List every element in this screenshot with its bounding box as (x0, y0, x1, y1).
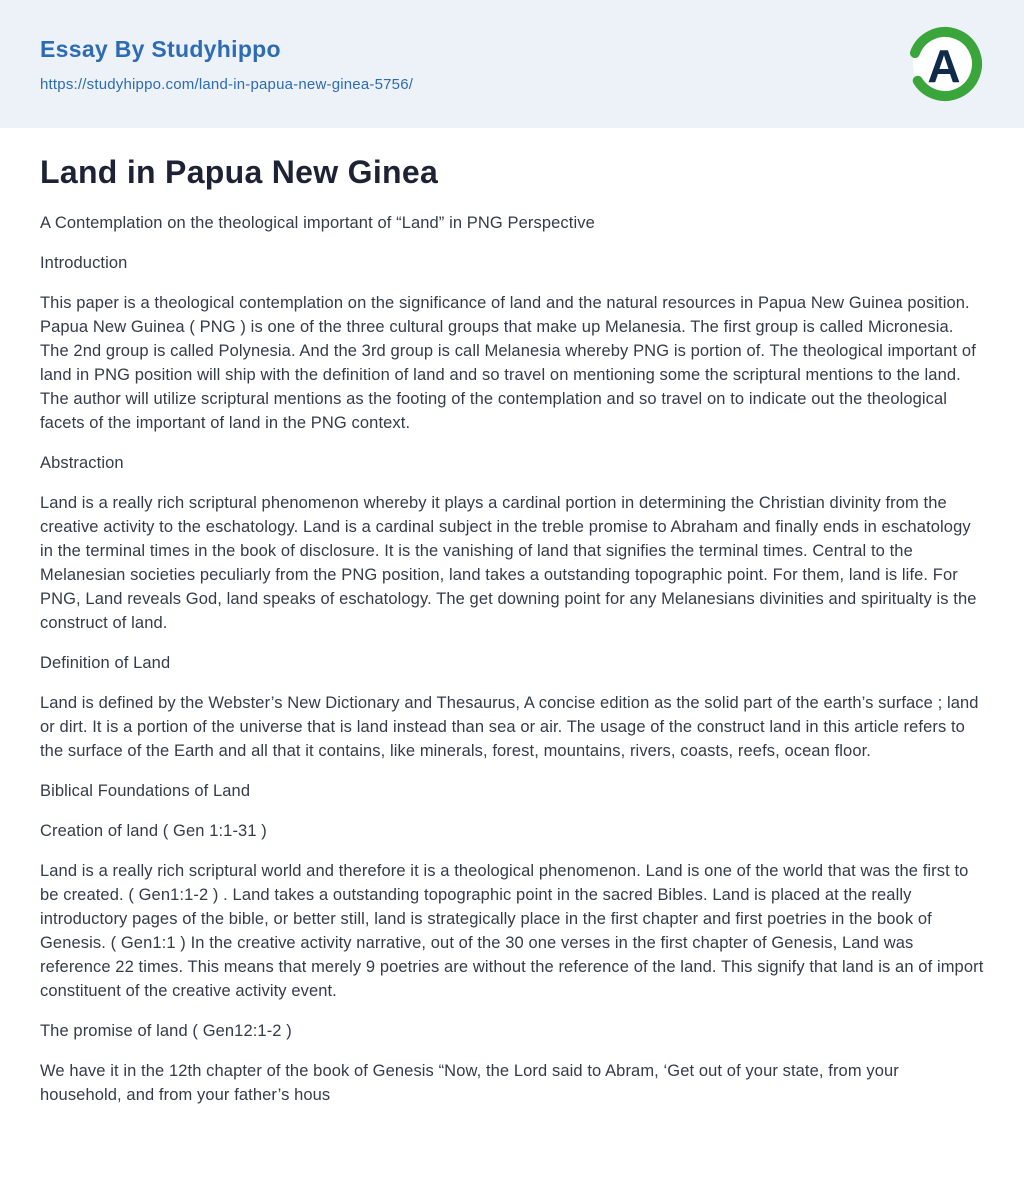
article-url-link[interactable]: https://studyhippo.com/land-in-papua-new-ginea-5756/ (40, 75, 414, 93)
paragraph: We have it in the 12th chapter of the book of Genesis “Now, the Lord said to Abram, ‘Get out of your state, from your household, and from your father’s hous (40, 1062, 899, 1104)
header-text-block (40, 36, 413, 93)
studyhippo-logo-icon (906, 25, 984, 103)
section-heading-introduction: Introduction (40, 254, 128, 272)
article-content (0, 128, 1024, 1107)
paragraph: Land is defined by the Webster’s New Dictionary and Thesaurus, A concise edition as the solid part of the earth’s surface ; land or dirt. It is a portion of the universe that is land instead than sea or air. The usage of the construct land in this article refers to the surface of the Earth and all that it contains, like minerals, forest, mountains, rivers, coasts, reefs, ocean floor. (40, 694, 979, 760)
studyhippo-logo[interactable] (906, 25, 984, 103)
site-header (0, 0, 1024, 128)
logo-letter: A (927, 40, 961, 92)
site-title-link[interactable]: Essay By Studyhippo (40, 35, 281, 62)
paragraph: This paper is a theological contemplation on the significance of land and the natural resources in Papua New Guinea position. Papua New Guinea ( PNG ) is one of the three cultural groups that make up Melanesia. The first group is called Micronesia. The 2nd group is called Polynesia. And the 3rd group is call Melanesia whereby PNG is portion of. The theological important of land in PNG position will ship with the definition of land and so travel on mentioning some the scriptural mentions to the land. The author will utilize scriptural mentions as the footing of the contemplation and so travel on to indicate out the theological facets of the important of land in the PNG context. (40, 294, 976, 432)
section-heading-promise-of-land: The promise of land ( Gen12:1-2 ) (40, 1022, 292, 1040)
article-subtitle: A Contemplation on the theological important of “Land” in PNG Perspective (40, 214, 595, 232)
paragraph: Land is a really rich scriptural world and therefore it is a theological phenomenon. Land is one of the world that was the first to be created. ( Gen1:1-2 ) . Land takes a outstanding topographic point in the sacred Bibles. Land is placed at the really introductory pages of the bible, or better still, land is strategically place in the first chapter and first poetries in the book of Genesis. ( Gen1:1 ) In the creative activity narrative, out of the 30 one verses in the first chapter of Genesis, Land was reference 22 times. This means that merely 9 poetries are without the reference of the land. This signify that land is an of import constituent of the creative activity event. (40, 862, 984, 1000)
section-heading-abstraction: Abstraction (40, 454, 124, 472)
page-title: Land in Papua New Ginea (40, 154, 439, 190)
paragraph: Land is a really rich scriptural phenomenon whereby it plays a cardinal portion in determining the Christian divinity from the creative activity to the eschatology. Land is a cardinal subject in the treble promise to Abraham and finally ends in eschatology in the terminal times in the book of disclosure. It is the vanishing of land that signifies the terminal times. Central to the Melanesian societies peculiarly from the PNG position, land takes a outstanding topographic point. For them, land is life. For PNG, Land reveals God, land speaks of eschatology. The get downing point for any Melanesians divinities and spiritualty is the construct of land. (40, 494, 977, 632)
section-heading-biblical-foundations: Biblical Foundations of Land (40, 782, 251, 800)
section-heading-creation-of-land: Creation of land ( Gen 1:1-31 ) (40, 822, 267, 840)
section-heading-definition-of-land: Definition of Land (40, 654, 171, 672)
